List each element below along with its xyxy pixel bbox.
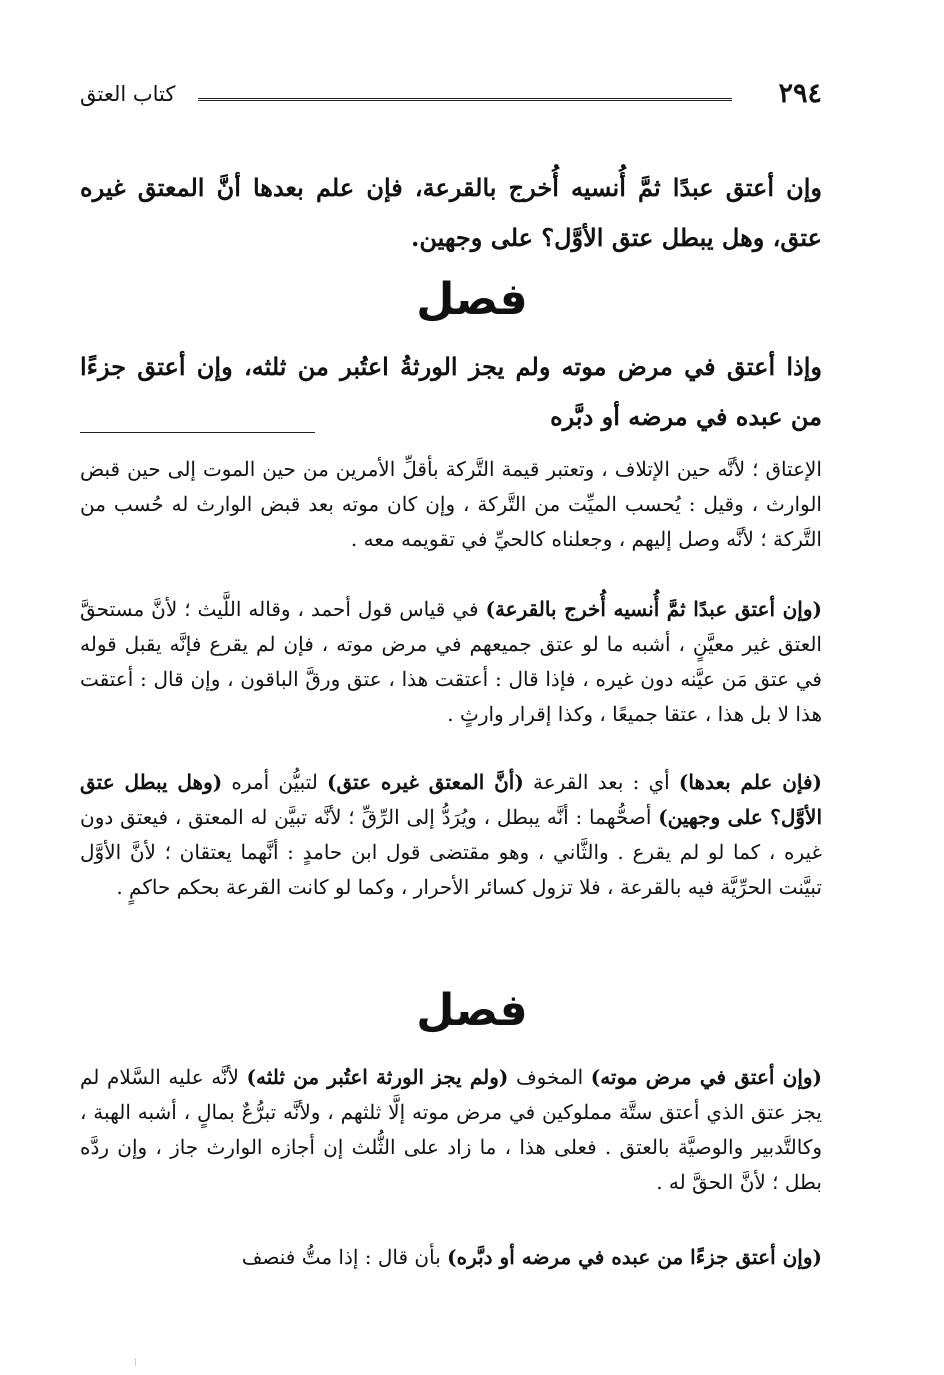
header-rule [198,98,732,101]
sharh-paragraph-3 [80,765,822,905]
section-heading-2: فصل [416,985,528,1036]
commentary-text: أصحُّهما : أنَّه يبطل ، ويُرَدُّ إلى الرِّقِّ ؛ لأنَّه تبيَّن له المعتق ، فيعتق دون غيره ، كما لو لم يقرع . والثَّاني ، وهو مقتضى قول ابن حامدٍ : أنَّهما يعتقان ؛ لأنَّ الأوَّل تبيَّنت الحرِّيَّة فيه بالقرعة ، فلا تزول كسائر الأحرار ، وكما لو كانت القرعة بحكم حاكمٍ . [80,805,822,899]
quoted-matn: (وإن أعتق في مرض موته) [590,1065,822,1089]
matn-paragraph-2: وإذا أعتق في مرض موته ولم يجز الورثةُ اعتُبر من ثلثه، وإن أعتق جزءًا من عبده في مرضه أو دبَّره [80,352,823,431]
quoted-matn: (ولم يجز الورثة اعتُبر من ثلثه) [246,1065,509,1089]
commentary-text: لتبيُّن أمره [222,770,328,794]
sharh-paragraph-2 [80,592,822,732]
sharh-paragraph-4 [80,1060,822,1200]
commentary-text: بأن قال : إذا متُّ فنصف [241,1245,448,1269]
quoted-matn: (فإن علم بعدها) [678,770,823,794]
quoted-matn: (وهل يبطل عتق الأوَّل؟ على وجهين) [80,770,822,829]
scan-mark [135,1358,136,1366]
matn-underline [80,432,315,433]
page-number: ٢٩٤ [778,78,822,109]
commentary-text: أي : بعد القرعة [523,770,679,794]
quoted-matn: (أنَّ المعتق غيره عتق) [327,770,524,794]
matn-paragraph-1: وإن أعتق عبدًا ثمَّ أُنسيه أُخرج بالقرعة، فإن علم بعدها أنَّ المعتق غيره عتق، وهل يبطل عتق الأوَّل؟ على وجهين. [80,173,822,252]
page-header [80,78,822,118]
sharh-paragraph-1: الإعتاق ؛ لأنَّه حين الإتلاف ، وتعتبر قيمة التَّركة بأقلِّ الأمرين من حين الموت إلى حين قبض الوارث ، وقيل : يُحسب الميِّت من التَّركة ، وإن كان موته بعد قبض الوارث له حُسب من التَّركة ؛ لأنَّه وصل إليهم ، وجعلناه كالحيِّ في تقويمه معه . [80,457,822,551]
section-heading-1: فصل [416,274,528,325]
book-title: كتاب العتق [80,82,176,106]
quoted-matn: (وإن أعتق عبدًا ثمَّ أُنسيه أُخرج بالقرعة) [485,597,822,621]
quoted-matn: (وإن أعتق جزءًا من عبده في مرضه أو دبَّره) [447,1245,822,1269]
commentary-text: لأنَّه عليه السَّلام لم يجز عتق الذي أعتق ستَّة مملوكين في مرض موته إلَّا ثلثهم ، ولأنَّه تبرُّعٌ بمالٍ ، أشبه الهبة ، وكالتَّدبير والوصيَّة بالعتق . فعلى هذا ، ما زاد على الثُّلث إن أجازه الوارث جاز ، وإن ردَّه بطل ؛ لأنَّ الحقَّ له . [80,1065,822,1194]
sharh-paragraph-5 [80,1240,822,1275]
commentary-text: المخوف [508,1065,591,1089]
commentary-text: في قياس قول أحمد ، وقاله اللَّيث ؛ لأنَّ مستحقَّ العتق غير معيَّنٍ ، أشبه ما لو عتق جميعهم في مرض موته ، فإن لم يقرع فإنَّه يقبل قوله في عتق مَن عيَّنه دون غيره ، فإذا قال : أعتقت هذا ، عتق ورقَّ الباقون ، وإن قال : أعتقت هذا لا بل هذا ، عتقا جميعًا ، وكذا إقرار وارثٍ . [80,597,822,726]
